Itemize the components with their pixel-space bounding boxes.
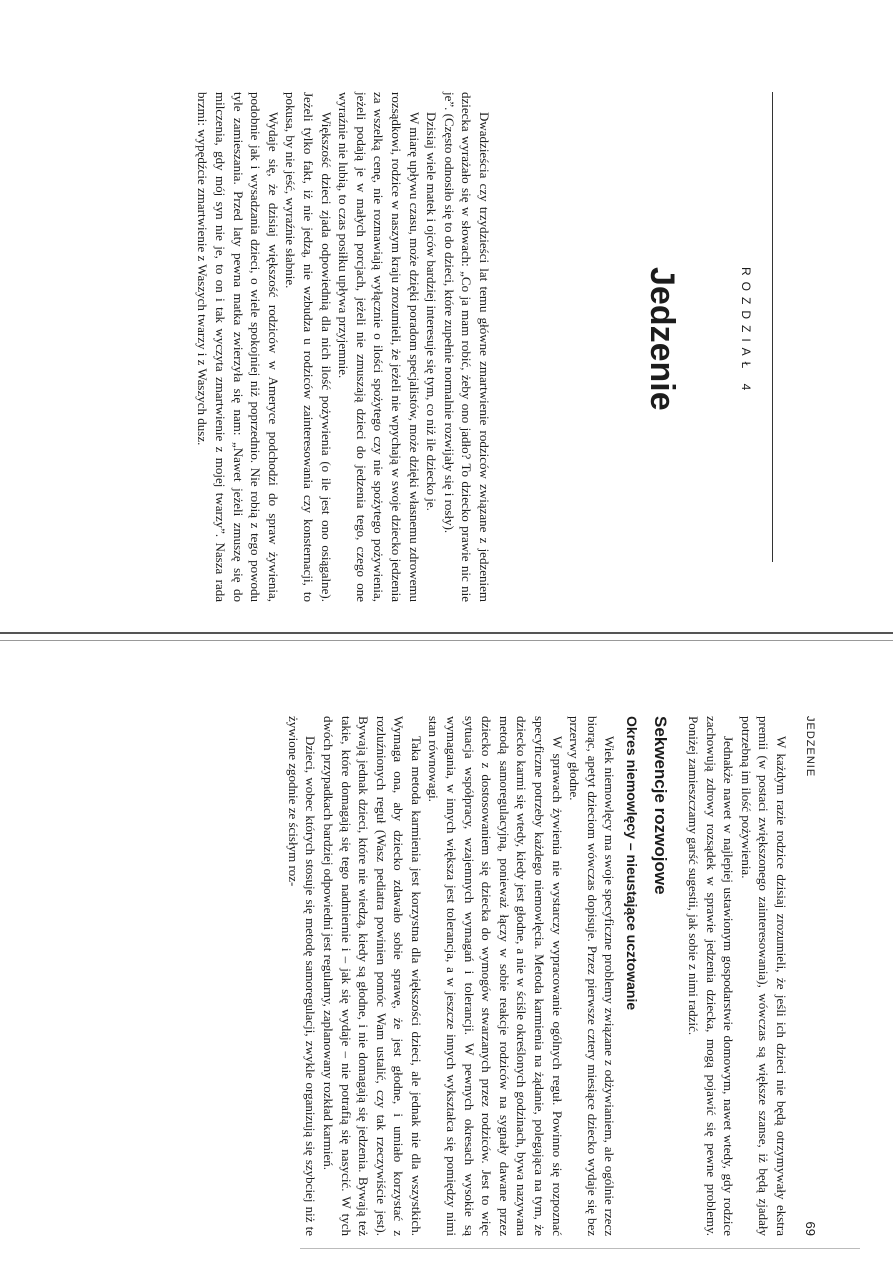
subsection-heading: Okres niemowlęcy – nieustające ucztowanie bbox=[624, 716, 641, 1011]
paragraph: Dwadzieścia czy trzydzieści lat temu główne zmartwienie rodziców związane z jedzeniem dziecka wyrażało się w słowach: „Co ja mam robić, żeby ono jadło? To dziecko prawie nic nie je”. (Często odnosiło się to do dzieci, które zupełnie normalnie rozwijały się i rosły). bbox=[441, 92, 492, 602]
chapter-title: Jedzenie bbox=[643, 267, 681, 411]
paragraph: W każdym razie rodzice dzisiaj zrozumieli, że jeśli ich dzieci nie będą otrzymywały ekstra premii (w postaci zwiększonego zainteresowania), wówczas są większe szanse, iż będą zjadały potrzebną im ilość pożywienia. bbox=[738, 716, 789, 1236]
page-fold-shadow bbox=[0, 640, 893, 641]
paragraph: Większość dzieci zjada odpowiednią dla nich ilość pożywienia (o ile jest ono osiągalne). Jeżeli tylko fakt, iż nie jedzą, nie wzbudza u rodziców zainteresowania czy konsternacji, to pokusa, by nie jeść, wyraźnie słabnie. bbox=[283, 92, 334, 602]
paragraph: Dzisiaj wiele matek i ojców bardziej interesuje się tym, co niż ile dziecko je. bbox=[424, 112, 440, 511]
paragraph: W miarę upływu czasu, może dzięki poradom specjalistów, może dzięki własnemu zdrowemu rozsądkowi, rodzice w naszym kraju zrozumieli, że jeżeli nie wpychają w swoje dziecko jedzenia za wszelką cenę, nie rozmawiają wyłącznie o ilości spożytego czy nie spożytego pożywienia, jeżeli podają je w małych porcjach, jeżeli nie zmuszają dzieci do jedzenia tego, czego one wyraźnie nie lubią, to czas posiłku upływa przyjemnie. bbox=[336, 92, 422, 602]
paragraph: Jednakże nawet w najlepiej ustawionym gospodarstwie domowym, nawet wtedy, gdy rodzice zachowują zdrowy rozsądek w sprawie jedzenia dziecka, mogą pojawić się pewne problemy. Poniżej zamieszczamy garść sugestii, jak sobie z nimi radzić. bbox=[686, 716, 737, 1236]
paragraph: Wiek niemowlęcy ma swoje specyficzne problemy związane z odżywianiem, ale ogólnie rzecz biorąc, apetyt dzieciom wówczas dopisuje. Przez pierwsze cztery miesiące dziecko wydaje się bez przerwy głodne. bbox=[567, 716, 618, 1236]
scan-edge bbox=[300, 1248, 860, 1249]
running-header bbox=[798, 716, 818, 1236]
section-heading: Sekwencje rozwojowe bbox=[651, 716, 671, 895]
top-page bbox=[93, 92, 793, 602]
paragraph: W sprawach żywienia nie wystarczy wypracowanie ogólnych reguł. Powinno się rozpoznać specyficzne potrzeby każdego niemowlęcia. Metoda karmienia na żądanie, polegająca na tym, że dziecko karmi się wtedy, kiedy jest głodne, a nie w ściśle określonych godzinach, bywa nazywana metodą samoregulacyjną, ponieważ łączy w sobie reakcje rodziców na sygnały dawane przez dziecko z dostosowaniem się dziecka do wymogów stwarzanych przez rodziców. Jest to więc sytuacja współpracy, wzajemnych wymagań i tolerancji. W pewnych okresach wysokie są wymagania, w innych większa jest tolerancja, a w jeszcze innych wykształca się pomiędzy nimi stan równowagi. bbox=[426, 716, 565, 1236]
bottom-page-body bbox=[284, 716, 790, 1236]
top-page-body bbox=[194, 92, 493, 602]
paragraph: Taka metoda karmienia jest korzystna dla większości dzieci, ale jednak nie dla wszystkich. Wymaga ona, aby dziecko zdawało sobie sprawę, że jest głodne, i umiało korzystać z rozluźnionych reguł (Wasz pediatra powinien pomóc Wam ustalić, czy tak rzeczywiście jest). Bywają jednak dzieci, które nie wiedzą, kiedy są głodne, i nie domagają się jedzenia. Bywają też takie, które domagają się tego nadmiernie i – jak się wydaje – nie potrafią się nasycić. W tych dwóch przypadkach bardziej odpowiedni jest regularny, zaplanowany rozkład karmień. bbox=[320, 716, 424, 1236]
chapter-label: ROZDZIAŁ 4 bbox=[739, 267, 753, 397]
page-fold bbox=[0, 632, 893, 634]
paragraph: Dzieci, wobec których stosuje się metodę samoregulacji, zwykle organizują się szybciej niż te żywione zgodnie ze ścisłym roz- bbox=[285, 716, 319, 1236]
chapter-rule bbox=[772, 92, 773, 562]
paragraph: Wydaje się, że dzisiaj większość rodziców w Ameryce podchodzi do spraw żywienia, podobnie jak i wysadzania dzieci, o wiele spokojniej niż poprzednio. Nie robią z tego powodu tyle zamieszania. Przed laty pewna matka zwierzyła się nam: „Nawet jeżeli zmuszę się do milczenia, gdy mój syn nie je, to on i tak wyczyta zmartwienie z mojej twarzy”. Nasza rada brzmi: wypędźcie zmartwienie z Waszych twarzy i z Waszych dusz. bbox=[195, 92, 281, 602]
bottom-page bbox=[28, 716, 818, 1236]
page-number: 69 bbox=[803, 1221, 818, 1236]
running-head: JEDZENIE bbox=[804, 716, 816, 778]
